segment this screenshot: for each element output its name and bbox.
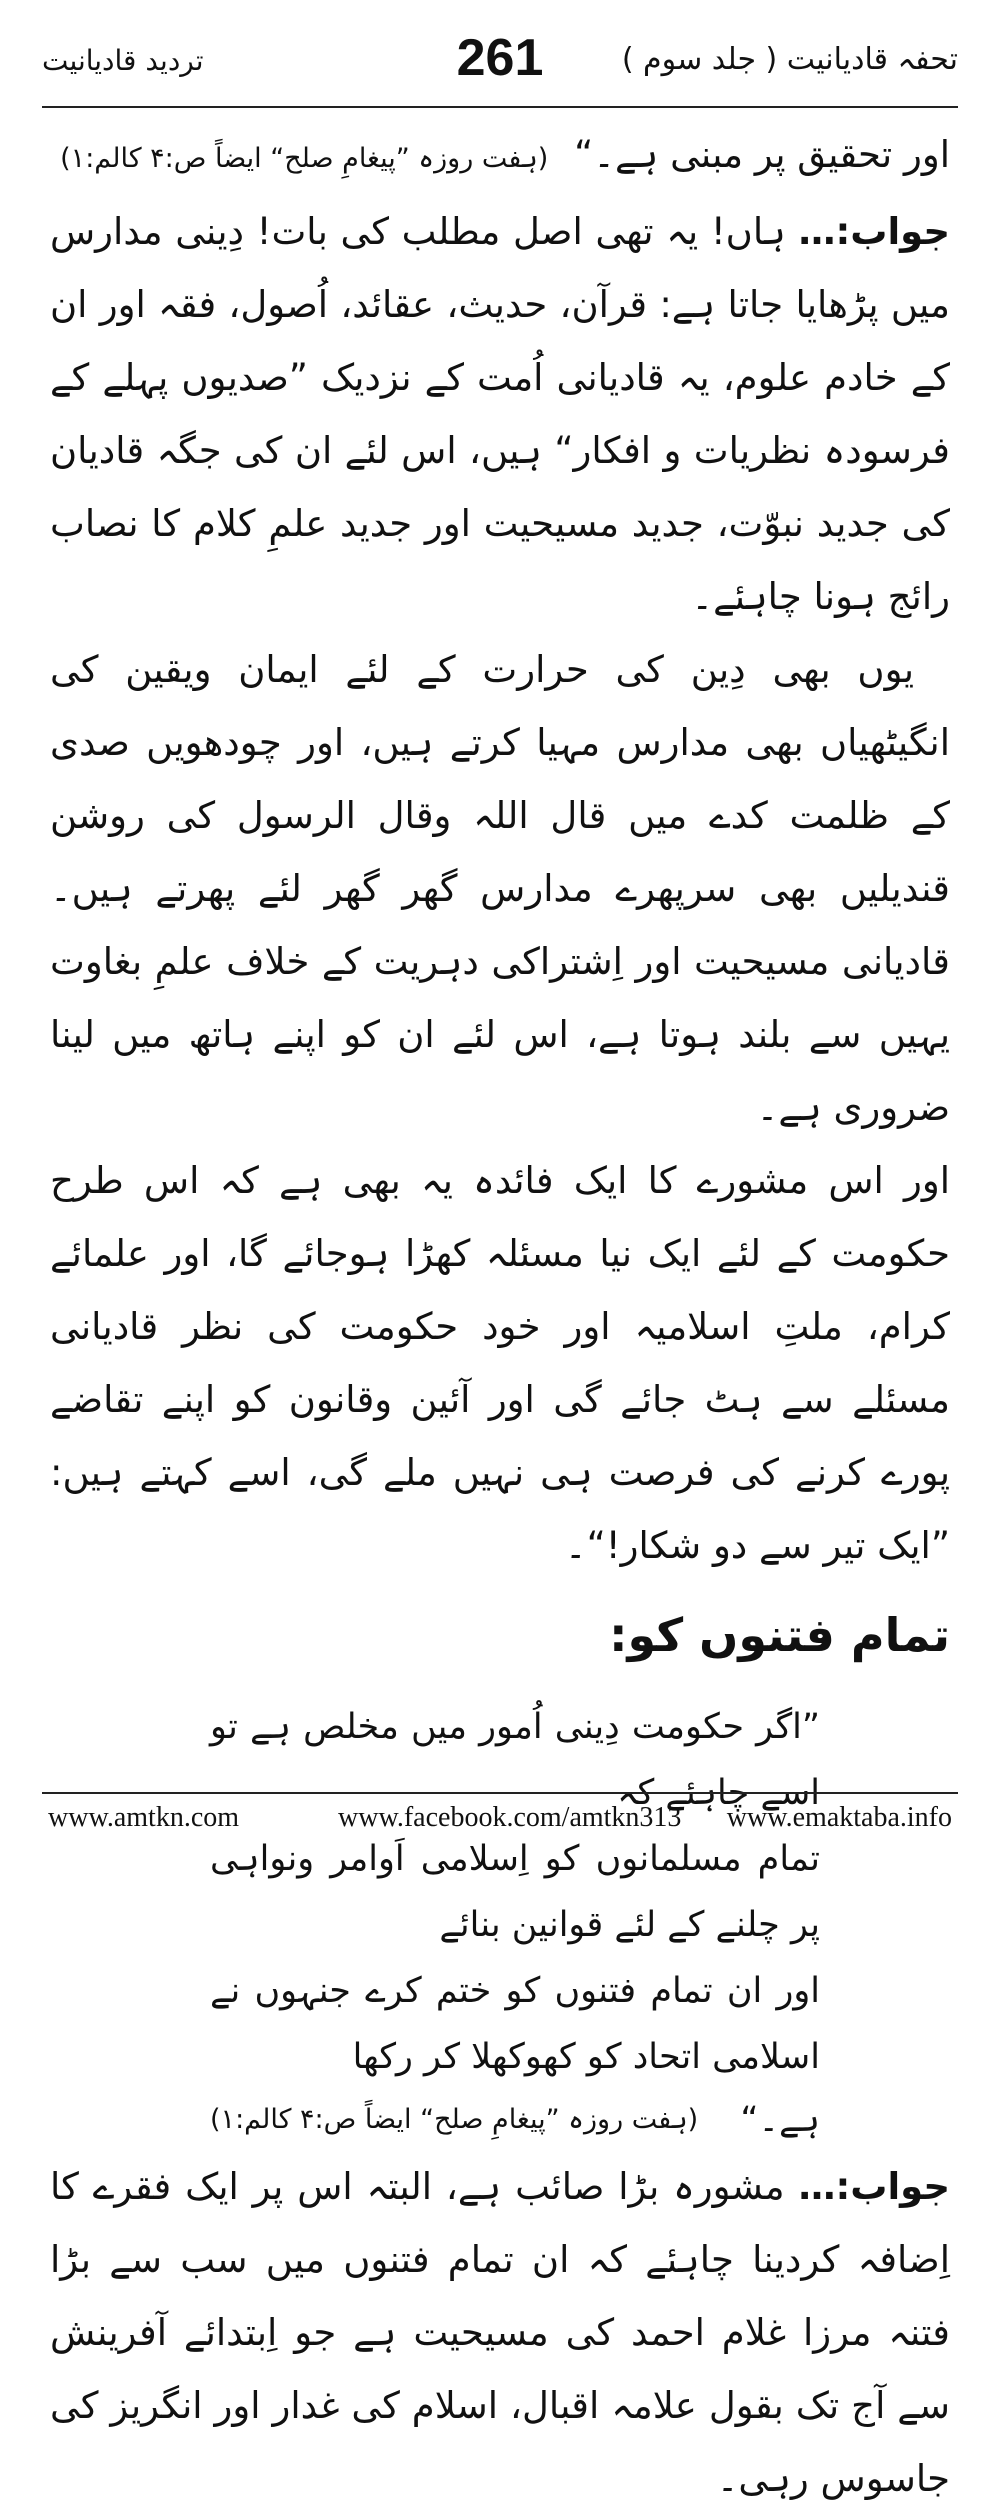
quote-end: ہے۔“ — [740, 2100, 820, 2140]
page-number: 261 — [456, 29, 544, 87]
quote-reference: (ہفت روزہ ”پیغامِ صلح“ ایضاً ص:۴ کالم:۱) — [210, 2104, 699, 2135]
book-title: تحفہ قادیانیت ( جلد سوم ) — [621, 42, 958, 77]
paragraph-3: یوں بھی دِین کی حرارت کے لئے ایمان ویقین کی انگیٹھیاں بھی مدارس مہیا کرتے ہیں، اور چودھویں صدی کے ظلمت کدے میں قال اللہ وقال الرسول کی روشن قندیلیں بھی سرپھرے مدارس گھر گھر لئے پھرتے ہیں۔ قادیانی مسیحیت اور اِشتراکی دہریت کے خلاف علمِ بغاوت یہیں سے بلند ہوتا ہے، اس لئے ان کو اپنے ہاتھ میں لینا ضروری ہے۔ — [50, 648, 950, 1129]
section-heading: تمام فتنوں کو: — [609, 1608, 950, 1662]
answer-label-2: جواب:… — [798, 2165, 950, 2208]
header-rule — [42, 106, 958, 108]
paragraph-1-text: اور تحقیق پر مبنی ہے۔“ — [574, 133, 950, 176]
paragraph-1 — [50, 118, 950, 195]
paragraph-5 — [50, 2150, 950, 2515]
answer-label-1: جواب:… — [798, 210, 950, 253]
page-body — [50, 118, 950, 2515]
reference-1: (ہفت روزہ ”پیغامِ صلح“ ایضاً ص:۴ کالم:۱) — [60, 143, 549, 174]
paragraph-5-text: مشورہ بڑا صائب ہے، البتہ اس پر ایک فقرے کا اِضافہ کردینا چاہئے کہ ان تمام فتنوں میں سب سے بڑا فتنہ مرزا غلام احمد کی مسیحیت ہے جو اِبتدائے آفرینش سے آج تک بقول علامہ اقبال، اسلام کی غدار اور انگریز کی جاسوس رہی۔ — [50, 2165, 950, 2500]
paragraph-4: اور اس مشورے کا ایک فائدہ یہ بھی ہے کہ اس طرح حکومت کے لئے ایک نیا مسئلہ کھڑا ہوجائے گا، اور علمائے کرام، ملتِ اسلامیہ اور خود حکومت کی نظر قادیانی مسئلے سے ہٹ جائے گی اور آئین وقانون کو اپنے تقاضے پورے کرنے کی فرصت ہی نہیں ملے گی، اسے کہتے ہیں: ”ایک تیر سے دو شکار!“۔ — [50, 1159, 950, 1567]
quote-reference-row — [50, 2090, 950, 2150]
paragraph-2 — [50, 195, 950, 633]
page-footer — [48, 1802, 952, 1842]
quote-line: اور ان تمام فتنوں کو ختم کرے جنہوں نے اسلامی اتحاد کو کھوکھلا کر رکھا — [210, 1971, 820, 2077]
footer-link-emaktaba[interactable]: www.emaktaba.info — [726, 1802, 952, 1833]
section-title: تردید قادیانیت — [42, 44, 204, 77]
block-quote — [50, 1694, 950, 2090]
footer-link-facebook[interactable]: www.facebook.com/amtkn313 — [338, 1802, 682, 1833]
quote-line: ”اگر حکومت دِینی اُمور میں مخلص ہے تو اسے چاہئے کہ — [210, 1707, 820, 1813]
paragraph-2-text: ہاں! یہ تھی اصل مطلب کی بات! دِینی مدارس میں پڑھایا جاتا ہے: قرآن، حدیث، عقائد، اُصول، فقہ اور ان کے خادم علوم، یہ قادیانی اُمت کے نزدیک ”صدیوں پہلے کے فرسودہ نظریات و افکار“ ہیں، اس لئے ان کی جگہ قادیان کی جدید نبوّت، جدید مسیحیت اور جدید علمِ کلام کا نصاب رائج ہونا چاہئے۔ — [50, 210, 950, 618]
footer-rule — [42, 1792, 958, 1794]
page-header — [42, 20, 958, 106]
quote-line: تمام مسلمانوں کو اِسلامی اَوامر ونواہی پر چلنے کے لئے قوانین بنائے — [210, 1839, 820, 1945]
footer-link-amtkn[interactable]: www.amtkn.com — [48, 1802, 240, 1833]
